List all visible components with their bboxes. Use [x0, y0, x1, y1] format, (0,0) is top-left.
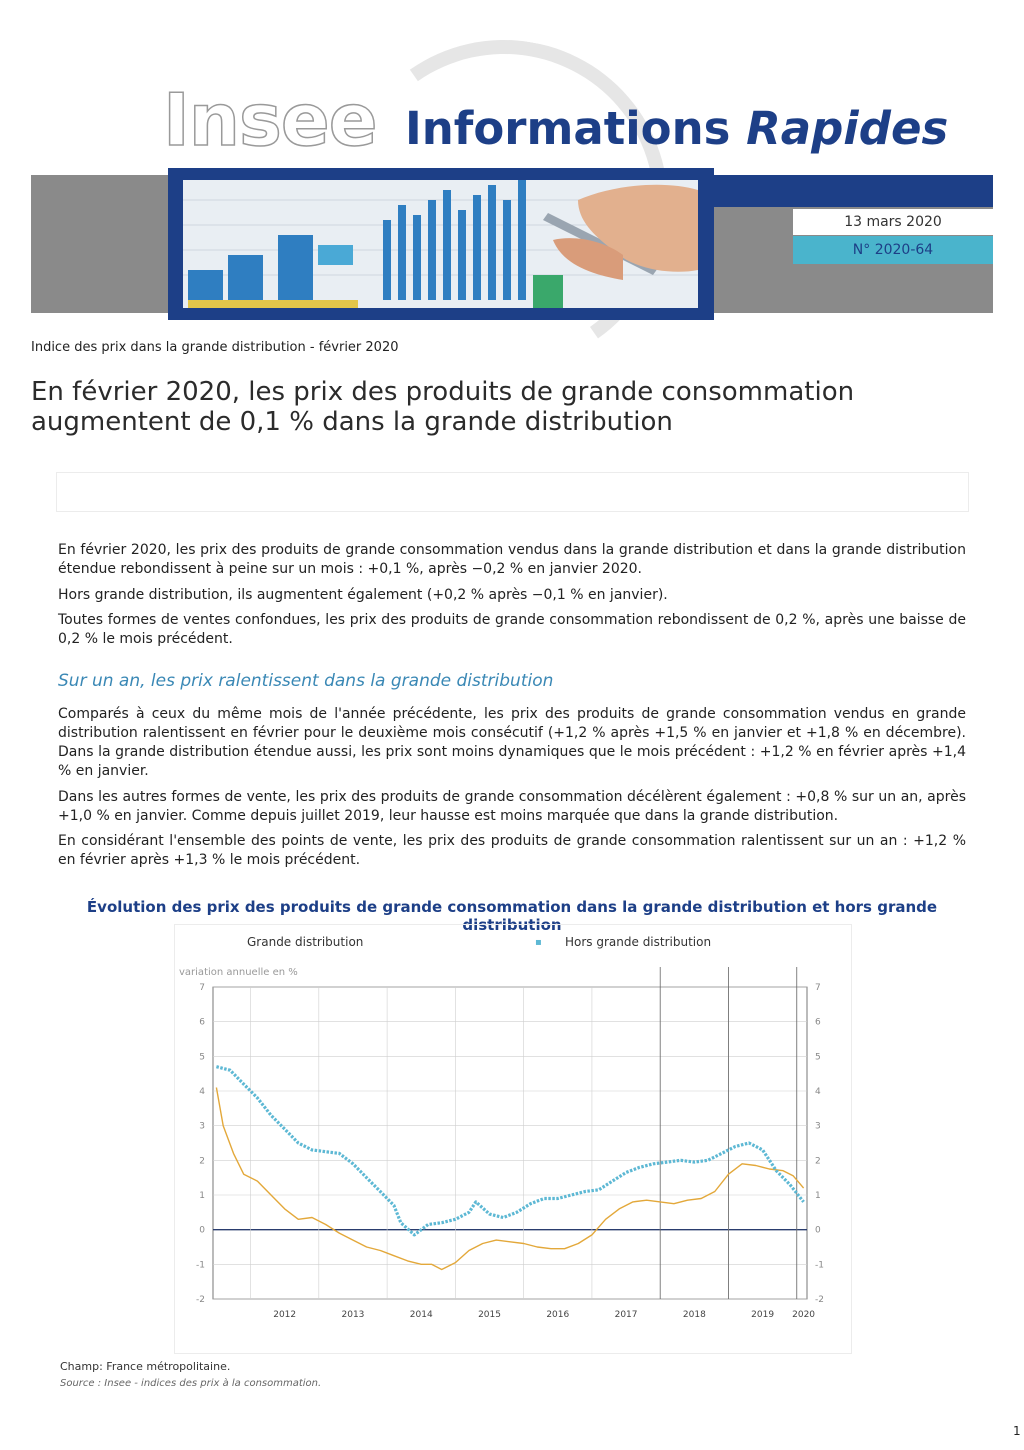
y-tick-label-left: 7 [199, 983, 205, 993]
y-tick-label-left: 1 [199, 1191, 205, 1201]
x-tick-label: 2012 [273, 1310, 297, 1320]
chart-frame [174, 924, 852, 1354]
paragraph: En février 2020, les prix des produits de grande consommation vendus dans la grande distribution et dans la grande distribution étendue rebondissent à peine sur un mois : +0,1 %, après −0,2 % en janvier 2020. [58, 542, 966, 577]
series-line [216, 1088, 803, 1270]
y-tick-label-left: -2 [196, 1295, 205, 1305]
y-tick-label-left: 0 [199, 1225, 205, 1236]
paragraph: Comparés à ceux du même mois de l'année précédente, les prix des produits de grande consommation vendus en grande distribution ralentissent en février pour le deuxième mois consécutif (+1,2 % après +1,5 % en janvier et +1,8 % en décembre). Dans la grande distribution étendue aussi, les prix sont moins dynamiques que le mois précédent : +1,2 % en février après +1,4 % en janvier. [58, 706, 966, 779]
x-tick-label: 2020 [792, 1310, 816, 1320]
y-tick-label-right: 4 [815, 1087, 821, 1097]
publication-title-italic: Rapides [746, 102, 949, 155]
x-tick-label: 2018 [682, 1310, 706, 1320]
x-tick-label: 2017 [614, 1310, 638, 1320]
chart-series [216, 1067, 803, 1270]
legend-marker: ▪ [535, 937, 542, 948]
paragraph: Dans les autres formes de vente, les prix des produits de grande consommation décélèrent également : +0,8 % sur un an, après +1,0 % en janvier. Comme depuis juillet 2019, leur hausse est moins marquée que dans la grande distribution. [58, 789, 966, 824]
publication-number: N° 2020-64 [793, 236, 993, 264]
x-tick-label: 2019 [751, 1310, 775, 1320]
y-tick-label-right: 2 [815, 1156, 821, 1167]
paragraph: Toutes formes de ventes confondues, les prix des produits de grande consommation rebondissent de 0,2 %, après une baisse de 0,2 % le mois précédent. [58, 612, 966, 647]
x-tick-label: 2015 [478, 1310, 501, 1320]
x-tick-label: 2016 [546, 1310, 570, 1320]
y-tick-label-right: -2 [815, 1295, 824, 1305]
y-axis-label: variation annuelle en % [179, 967, 298, 978]
legend-label: Hors grande distribution [565, 935, 712, 949]
x-tick-label: 2013 [341, 1310, 365, 1320]
insee-logo: Insee [163, 78, 377, 162]
headline [31, 377, 991, 437]
y-tick-label-right: -1 [815, 1260, 824, 1271]
y-tick-label-left: 5 [199, 1052, 205, 1063]
chart-grid [213, 967, 807, 1299]
chart-note: Champ: France métropolitaine. [60, 1360, 231, 1373]
series-line [216, 1067, 803, 1235]
chart-legend [247, 935, 711, 949]
y-tick-label-left: 6 [199, 1017, 205, 1028]
y-tick-label-left: 4 [199, 1087, 205, 1097]
y-tick-label-right: 0 [815, 1225, 821, 1236]
header-blue-strip [712, 175, 993, 207]
chart-source: Source : Insee - indices des prix à la consommation. [60, 1378, 322, 1389]
chart-title: Évolution des prix des produits de grande consommation dans la grande distribution et hors grande distribution [86, 898, 938, 934]
y-tick-label-left: 2 [199, 1156, 205, 1167]
publication-date: 13 mars 2020 [793, 209, 993, 235]
paragraph: Hors grande distribution, ils augmentent également (+0,2 % après −0,1 % en janvier). [58, 587, 668, 603]
page-number: 1 [1013, 1424, 1021, 1438]
y-tick-label-left: 3 [199, 1121, 205, 1132]
kicker: Indice des prix dans la grande distribution - février 2020 [31, 340, 399, 355]
y-tick-label-left: -1 [196, 1260, 205, 1271]
hero-image [183, 180, 698, 308]
headline-line-2: augmentent de 0,1 % dans la grande distribution [31, 407, 673, 437]
legend-label: Grande distribution [247, 935, 364, 949]
y-tick-label-right: 7 [815, 983, 821, 993]
x-tick-label: 2014 [409, 1310, 433, 1320]
plot-area [213, 987, 807, 1299]
section-subheading: Sur un an, les prix ralentissent dans la grande distribution [58, 671, 554, 691]
y-tick-label-right: 5 [815, 1052, 821, 1063]
chart-ticks [196, 983, 824, 1320]
y-tick-label-right: 1 [815, 1191, 821, 1201]
headline-line-1: En février 2020, les prix des produits de grande consommation [31, 377, 855, 407]
chart [175, 925, 851, 1353]
empty-box [56, 472, 969, 512]
publication-title [405, 102, 948, 155]
publication-title-main: Informations [405, 102, 731, 155]
y-tick-label-right: 6 [815, 1017, 821, 1028]
y-tick-label-right: 3 [815, 1121, 821, 1132]
paragraph: En considérant l'ensemble des points de vente, les prix des produits de grande consommation ralentissent sur un an : +1,2 % en février après +1,3 % le mois précédent. [58, 833, 966, 868]
